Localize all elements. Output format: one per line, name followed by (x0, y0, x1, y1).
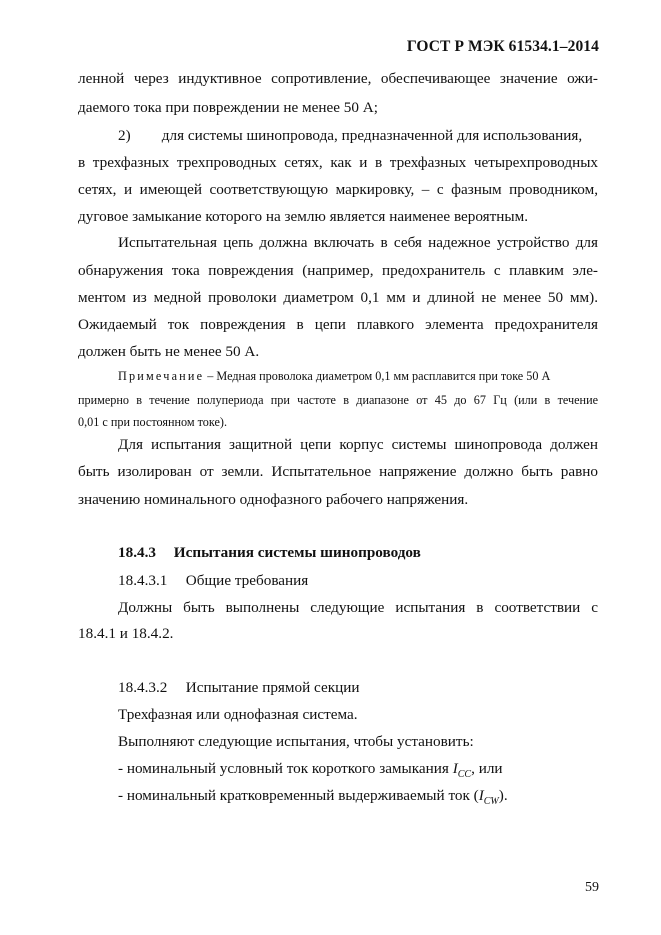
bullet-text: - номинальный условный ток короткого замыкания (118, 760, 453, 777)
paragraph-line: Должны быть выполнены следующие испытания в соответствии с (118, 599, 598, 616)
page-number: 59 (585, 880, 599, 895)
subsection-heading (118, 678, 638, 698)
note (118, 366, 598, 386)
paragraph-line: даемого тока при повреждении не менее 50 А; (78, 99, 378, 116)
note-label: Примечание (118, 369, 205, 383)
subsection-heading (118, 571, 638, 591)
bullet-suffix: , или (471, 760, 503, 777)
bullet-text: - номинальный кратковременный выдерживаемый ток ( (118, 787, 479, 804)
paragraph-line: ментом из медной проволоки диаметром 0,1 мм и длиной не менее 50 мм). (78, 289, 598, 306)
paragraph-line: 18.4.1 и 18.4.2. (78, 625, 174, 642)
section-number: 18.4.3 (118, 544, 156, 561)
section-title: Испытания системы шинопроводов (173, 544, 421, 561)
paragraph-line: в трехфазных трехпроводных сетях, как и в трехфазных четырехпроводных (78, 154, 598, 171)
list-number: 2) (118, 127, 131, 144)
standard-header: ГОСТ Р МЭК 61534.1–2014 (406, 38, 599, 55)
paragraph-line: Трехфазная или однофазная система. (118, 706, 358, 723)
bullet-item (118, 759, 598, 785)
paragraph-line: быть изолирован от земли. Испытательное напряжение должно быть равно (78, 463, 598, 480)
bullet-item (118, 786, 598, 812)
note-line: 0,01 с при постоянном токе). (78, 415, 228, 429)
subsection-title: Общие требования (185, 572, 309, 589)
bullet-suffix: ). (498, 787, 508, 804)
paragraph-line: ленной через индуктивное сопротивление, обеспечивающее значение ожи- (78, 70, 598, 87)
paragraph-line: Выполняют следующие испытания, чтобы установить: (118, 733, 474, 750)
paragraph-line: дуговое замыкание которого на землю является наименее вероятным. (78, 208, 529, 225)
current-symbol: $I_{CC}$ (452, 760, 472, 781)
note-line: примерно в течение полупериода при частоте в диапазоне от 45 до 67 Гц (или в течение (78, 393, 598, 407)
paragraph-line: Испытательная цепь должна включать в себя надежное устройство для (118, 234, 598, 251)
paragraph-line: должен быть не менее 50 А. (78, 343, 260, 360)
note-text: – Медная проволока диаметром 0,1 мм расплавится при токе 50 А (204, 369, 551, 383)
paragraph-line: Для испытания защитной цепи корпус системы шинопровода должен (118, 436, 598, 453)
subsection-title: Испытание прямой секции (185, 679, 360, 696)
subsection-number: 18.4.3.1 (118, 572, 168, 589)
subsection-number: 18.4.3.2 (118, 679, 168, 696)
section-heading (118, 543, 638, 563)
paragraph-line: сетях, и имеющей соответствующую маркировку, – с фазным проводником, (78, 181, 598, 198)
list-text: для системы шинопровода, предназначенной для использования, (161, 127, 583, 144)
paragraph-line: Ожидаемый ток повреждения в цепи плавкого элемента предохранителя (78, 316, 598, 333)
current-symbol: $I_{CW}$ (478, 787, 499, 808)
paragraph-line: обнаружения тока повреждения (например, предохранитель с плавким эле- (78, 262, 598, 279)
paragraph-line: значению номинального однофазного рабочего напряжения. (78, 491, 469, 508)
list-item-2 (118, 126, 598, 146)
